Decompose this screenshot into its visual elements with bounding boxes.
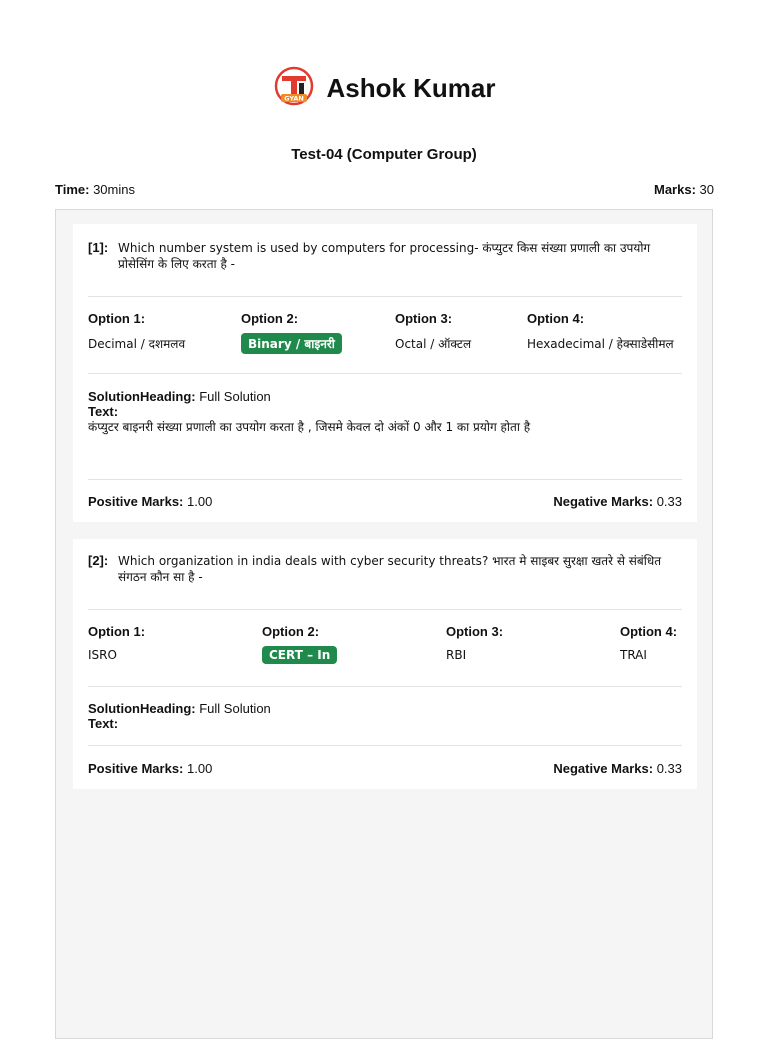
- solution-text-label: Text:: [88, 404, 119, 419]
- option-4: [527, 311, 682, 359]
- solution-heading-value: Full Solution: [199, 701, 271, 716]
- questions-panel: [55, 209, 713, 1039]
- option-label: Option 2:: [262, 624, 320, 639]
- test-title: Test-04 (Computer Group): [291, 146, 477, 163]
- option-label: Option 2:: [241, 311, 299, 326]
- option-2: [262, 624, 446, 672]
- page-header: [0, 66, 768, 115]
- question-text: Which number system is used by computers for processing- कंप्युटर किस संख्या प्रणाली का उपयोग प्रोसेसिंग के लिए करता है -: [118, 241, 651, 271]
- option-1: [88, 311, 241, 359]
- time-value: 30mins: [93, 182, 135, 197]
- question-number: [2]:: [88, 553, 109, 568]
- option-value: Decimal / दशमलव: [88, 337, 186, 351]
- logo-text: GYAN: [284, 94, 305, 103]
- option-label: Option 4:: [527, 311, 585, 326]
- correct-answer-badge: CERT – In: [262, 646, 337, 664]
- marks-row: [88, 746, 682, 776]
- option-value: Octal / ऑक्टल: [395, 337, 472, 351]
- option-label: Option 3:: [395, 311, 453, 326]
- marks-value: 30: [699, 182, 714, 197]
- solution-section: [88, 374, 682, 479]
- solution-section: [88, 687, 682, 745]
- question-number: [1]:: [88, 240, 109, 255]
- negative-marks: Negative Marks: 0.33: [553, 761, 682, 776]
- time-label: Time:: [55, 182, 90, 197]
- marks-info: [654, 182, 714, 197]
- negative-marks: Negative Marks: 0.33: [553, 494, 682, 509]
- brand-name: Ashok Kumar: [326, 72, 496, 103]
- positive-marks: Positive Marks: 1.00: [88, 761, 213, 776]
- option-value: TRAI: [620, 648, 647, 662]
- option-4: [620, 624, 682, 672]
- option-value: Hexadecimal / हेक्साडेसीमल: [527, 337, 674, 351]
- marks-row: [88, 480, 682, 509]
- option-3: [395, 311, 527, 359]
- options-row: [88, 297, 682, 359]
- gyan-logo: [272, 66, 316, 110]
- question-text: Which organization in india deals with cyber security threats? भारत मे साइबर सुरक्षा खतरे से संबंधित संगठन कौन सा है -: [118, 554, 662, 584]
- question-card: [73, 224, 697, 522]
- solution-text: कंप्युटर बाइनरी संख्या प्रणाली का उपयोग करता है , जिसमे केवल दो अंकों 0 और 1 का प्रयोग होता है: [88, 420, 531, 434]
- question-row: [88, 224, 682, 282]
- solution-heading-value: Full Solution: [199, 389, 271, 404]
- option-3: [446, 624, 620, 672]
- option-label: Option 1:: [88, 311, 146, 326]
- option-1: [88, 624, 262, 672]
- correct-answer-badge: Binary / बाइनरी: [241, 333, 342, 354]
- marks-label: Marks:: [653, 182, 696, 197]
- option-label: Option 1:: [88, 624, 146, 639]
- solution-heading-label: SolutionHeading:: [88, 701, 196, 716]
- time-info: [55, 182, 135, 197]
- option-label: Option 4:: [620, 624, 678, 639]
- positive-marks: Positive Marks: 1.00: [88, 494, 213, 509]
- option-label: Option 3:: [446, 624, 504, 639]
- question-card: [73, 539, 697, 789]
- option-2: [241, 311, 395, 359]
- options-row: [88, 610, 682, 672]
- option-value: RBI: [446, 648, 467, 662]
- solution-text-label: Text:: [88, 716, 119, 731]
- option-value: ISRO: [88, 648, 117, 662]
- solution-heading-label: SolutionHeading:: [88, 389, 196, 404]
- brand: [272, 66, 495, 110]
- question-row: [88, 539, 682, 597]
